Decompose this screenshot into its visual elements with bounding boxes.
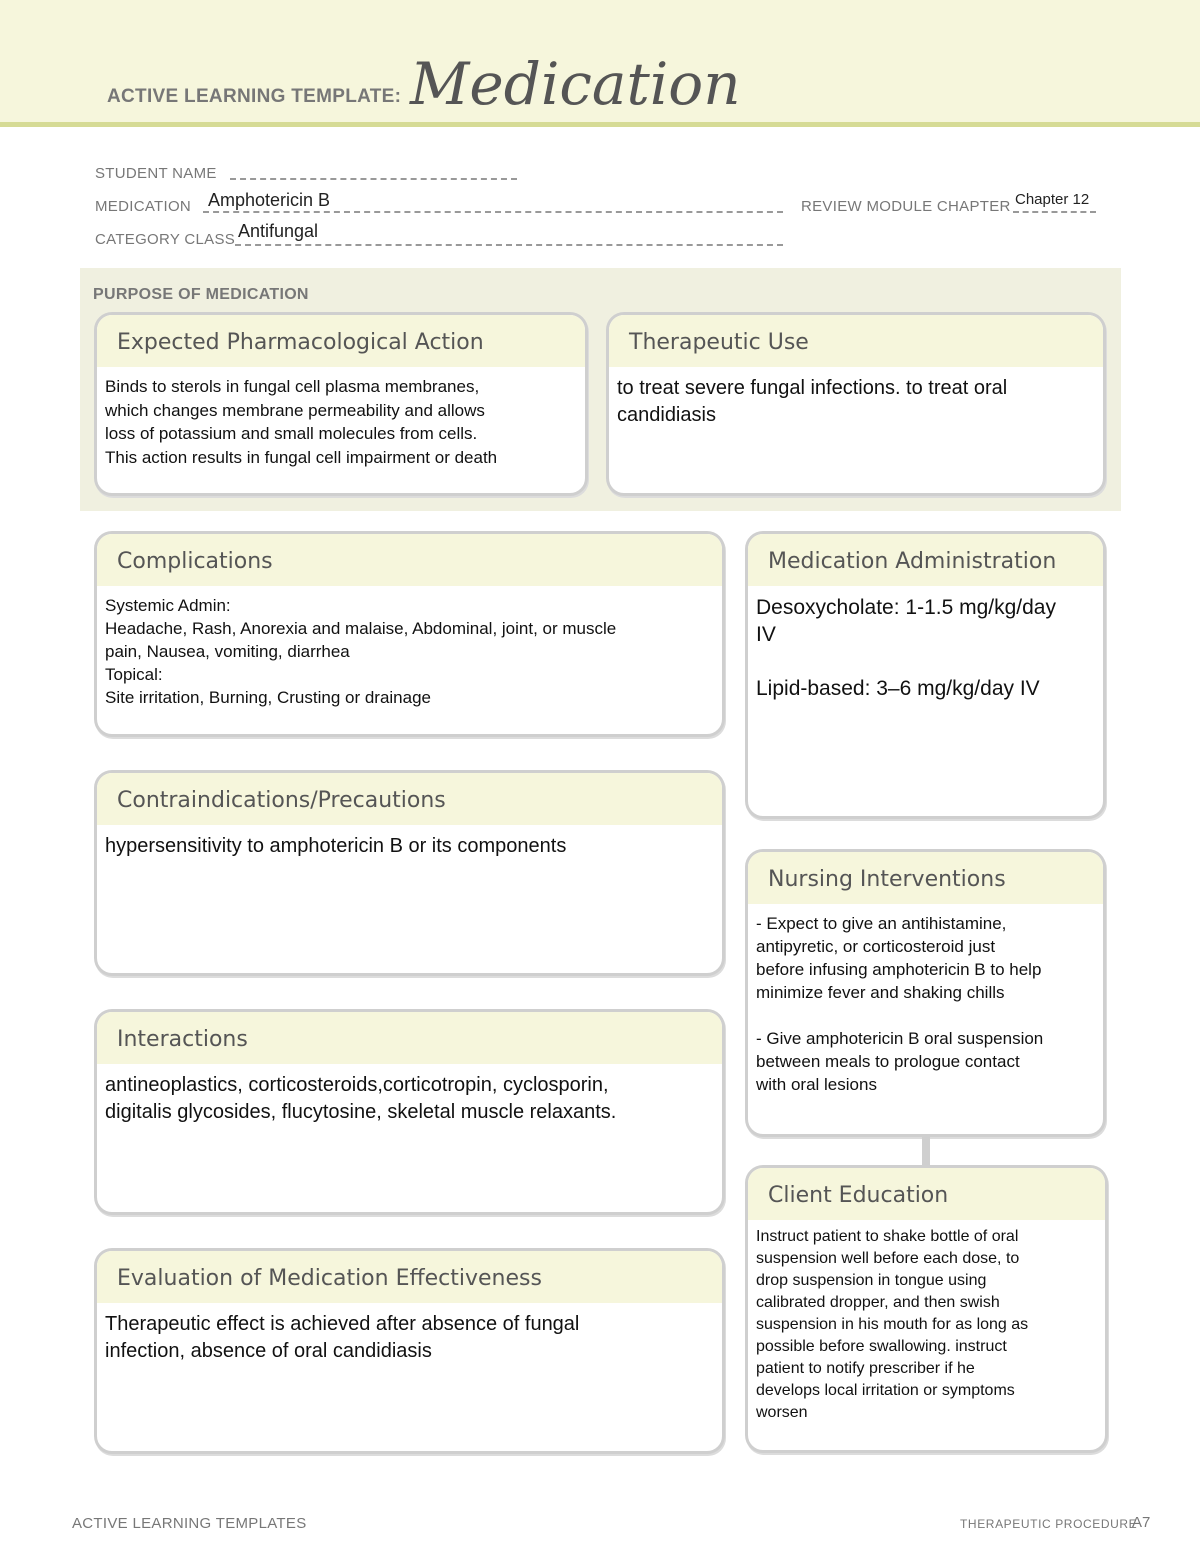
therapeutic-use-card: [606, 312, 1106, 496]
complications-card: [94, 531, 725, 737]
footer-right-label: THERAPEUTIC PROCEDURE: [960, 1517, 1138, 1531]
contraindications-title: Contraindications/Precautions: [97, 773, 722, 825]
category-class-line: [235, 244, 783, 246]
student-name-line: [230, 178, 517, 180]
review-module-label: REVIEW MODULE CHAPTER: [801, 198, 1011, 215]
client-education-card: [745, 1165, 1108, 1453]
medication-administration-card: [745, 531, 1106, 819]
category-class-field[interactable]: Antifungal: [238, 221, 319, 241]
page-number: A7: [1132, 1514, 1151, 1531]
contraindications-text[interactable]: hypersensitivity to amphotericin B or its components: [105, 835, 567, 857]
interactions-text[interactable]: antineoplastics, corticosteroids,corticotropin, cyclosporin, digitalis glycosides, flucytosine, skeletal muscle relaxants.: [105, 1074, 617, 1123]
review-module-line: [1013, 211, 1096, 213]
category-class-label: CATEGORY CLASS: [95, 231, 236, 248]
page-title: Medication: [410, 50, 741, 118]
evaluation-title: Evaluation of Medication Effectiveness: [97, 1251, 722, 1303]
student-name-label: STUDENT NAME: [95, 165, 217, 182]
footer-left-label: ACTIVE LEARNING TEMPLATES: [72, 1515, 307, 1532]
client-education-title: Client Education: [748, 1168, 1105, 1220]
medication-administration-text[interactable]: Desoxycholate: 1-1.5 mg/kg/day IV Lipid-based: 3–6 mg/kg/day IV: [756, 596, 1056, 700]
nursing-interventions-title: Nursing Interventions: [748, 852, 1103, 904]
client-education-text[interactable]: Instruct patient to shake bottle of oral suspension well before each dose, to drop suspension in tongue using calibrated dropper, and then swish suspension in his mouth for as long as possible before swallowing. instruct patient to notify prescriber if he develops local irritation or symptoms worsen: [756, 1228, 1029, 1421]
interactions-card: [94, 1009, 725, 1215]
medication-field[interactable]: Amphotericin B: [208, 190, 331, 210]
interactions-title: Interactions: [97, 1012, 722, 1064]
therapeutic-use-title: Therapeutic Use: [609, 315, 1103, 367]
purpose-label: PURPOSE OF MEDICATION: [93, 286, 309, 303]
complications-title: Complications: [97, 534, 722, 586]
connector-line: [922, 1135, 930, 1167]
template-label: ACTIVE LEARNING TEMPLATE:: [107, 86, 402, 107]
therapeutic-use-text[interactable]: to treat severe fungal infections. to treat oral candidiasis: [617, 377, 1008, 426]
evaluation-card: [94, 1248, 725, 1454]
review-module-field[interactable]: Chapter 12: [1015, 191, 1090, 208]
medication-label: MEDICATION: [95, 198, 192, 215]
evaluation-text[interactable]: Therapeutic effect is achieved after absence of fungal infection, absence of oral candidiasis: [105, 1313, 580, 1362]
expected-action-card: [94, 312, 588, 496]
complications-text[interactable]: Systemic Admin: Headache, Rash, Anorexia and malaise, Abdominal, joint, or muscle pain, Nausea, vomiting, diarrhea Topical: Site irritation, Burning, Crusting or drainage: [105, 596, 617, 707]
expected-action-text[interactable]: Binds to sterols in fungal cell plasma membranes, which changes membrane permeability and allows loss of potassium and small molecules from cells. This action results in fungal cell impairment or death: [105, 377, 498, 467]
expected-action-title: Expected Pharmacological Action: [97, 315, 585, 367]
medication-administration-title: Medication Administration: [748, 534, 1103, 586]
contraindications-card: [94, 770, 725, 976]
nursing-interventions-card: [745, 849, 1106, 1137]
medication-line: [203, 211, 783, 213]
nursing-interventions-text[interactable]: - Expect to give an antihistamine, antipyretic, or corticosteroid just before infusing amphotericin B to help minimize fever and shaking chills - Give amphotericin B oral suspension between meals to prologue contact with oral lesions: [756, 914, 1044, 1094]
